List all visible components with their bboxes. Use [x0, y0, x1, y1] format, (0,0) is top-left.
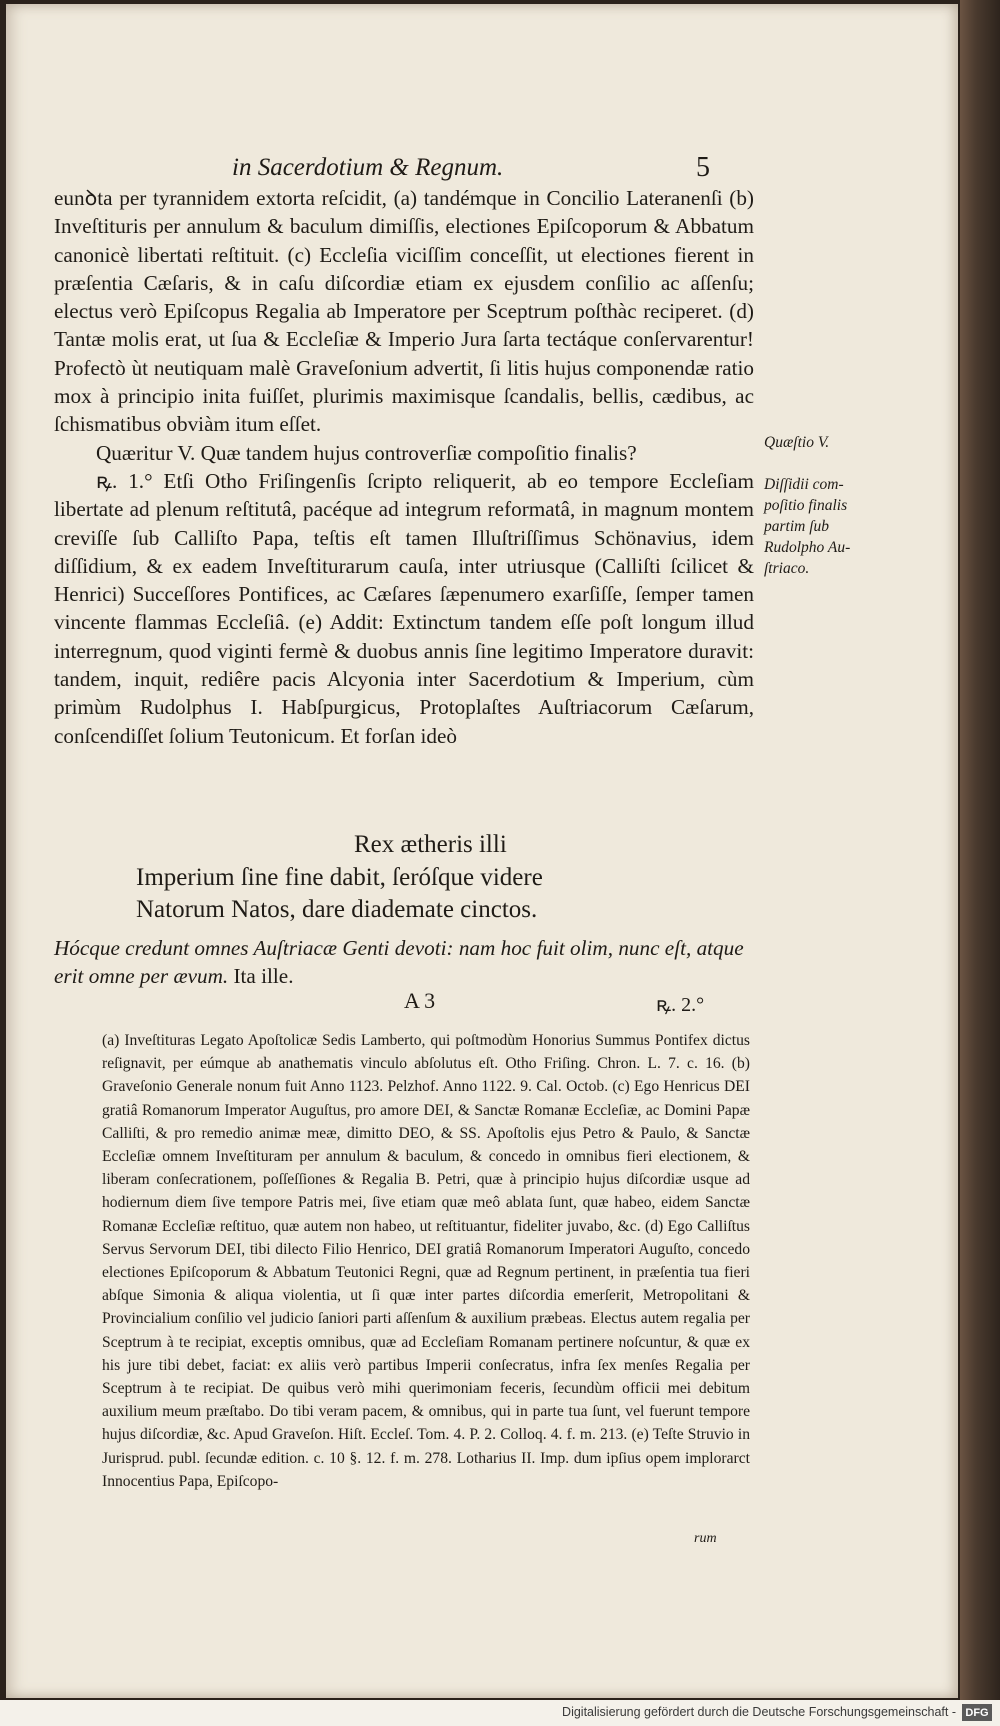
- dfg-logo: DFG: [962, 1704, 992, 1721]
- margin-note-line: partim ſub: [764, 518, 830, 535]
- verse-quotation: [136, 829, 696, 927]
- signature-mark: A 3: [404, 988, 436, 1013]
- footnote-catchword: rum: [694, 1531, 717, 1546]
- verse-line: Natorum Natos, dare diademate cinctos.: [136, 896, 538, 923]
- running-head: in Sacerdotium & Regnum.: [232, 154, 504, 181]
- margin-note-line: Quæſtio V.: [764, 434, 830, 451]
- paragraph: eunꝺta per tyrannidem extorta reſcidit, (a) tandémque in Concilio Lateranenſi (b) Inveſtituris per annulum & baculum dimiſſis, electiones Epiſcoporum & Abbatum canonicè libertati reſtituit. (c) Eccleſia viciſſim conceſſit, ut electiones fierent in præſentia Cæſaris, & in caſu diſcordiæ etiam ex ejusdem conſilio ac aſſenſu; electus verò Epiſcopus Regalia ab Imperatore per Sceptrum poſthàc reciperet. (d) Tantæ molis erat, ut ſua & Eccleſiæ & Imperio Jura ſarta tectáque conſervarentur! Profectò ùt neutiquam malè Graveſonium advertit, ſi litis hujus componendæ ratio mox à principio inita fuiſſet, plurimis maximisque ſcandalis, bellis, cædibus, ac ſchismatibus obviàm itum eſſet.: [54, 186, 754, 437]
- verse-line: Imperium ſine fine dabit, ſeróſque videre: [136, 863, 543, 891]
- margin-note-line: Diſſidii com-: [764, 476, 844, 493]
- footer-credit: Digitalisierung gefördert durch die Deutsche Forschungsgemeinschaft -: [562, 1705, 956, 1719]
- margin-note-quaestio: [764, 432, 884, 453]
- footnote-block: (a) Inveſtituras Legato Apoſtolicæ Sedis Lamberto, qui poſtmodùm Honorius Summus Pontifex dictus reſignavit, per eúmque ab anathematis vinculo abſolutus eſt. Otho Friſing. Chron. L. 7. c. 16. (b) Graveſonio Generale nonum fuit Anno 1123. Pelzhof. Anno 1122. 9. Cal. Octob. (c) Ego Henricus DEI gratiâ Romanorum Imperator Auguſtus, pro amore DEI, & Sanctæ Romanæ Eccleſiæ, ac Domini Papæ Calliſti, & pro remedio animæ meæ, dimitto DEO, & SS. Apoſtolis ejus Petro & Paulo, & Sanctæ Eccleſiæ omnem Inveſtituram per annulum & baculum, & concedo in omnibus fieri electionem, & liberam conſecrationem, poſſeſſiones & Regalia B. Petri, quæ à principio hujus diſcordiæ usque ad hodiernum diem ſive tempore Patris mei, ſive etiam quæ meô ablata ſunt, quæ habeo, eidem Sanctæ Romanæ Eccleſiæ reſtituo, quæ autem non habeo, ut reſtituantur, fideliter juvabo, &c. (d) Ego Calliſtus Servus Servorum DEI, tibi dilecto Filio Henrico, DEI gratiâ Romanorum Imperatori Auguſto, concedo electiones Epiſcoporum & Abbatum Teutonici Regni, quæ ad Regnum pertinent, in præſentia tua fieri abſque Simonia & aliqua violentia, ut ſi quæ inter partes diſcordia emerſerit, Metropolitani & Provincialium conſilio vel judicio ſaniori parti aſſenſum & auxilium præbeas. Electus autem regalia per Sceptrum à te recipiat, exceptis omnibus, quæ ad Eccleſiam Romanam pertinere noſcuntur, & quæ ex his jure tibi debet, faciat: ex aliis verò partibus Imperii conſecratus, infra ſex menſes Regalia per Sceptrum à te recipiat. De quibus verò mihi querimoniam feceris, ſecundùm officii mei debitum auxilium meum præſtabo. Do tibi veram pacem, & omnibus, qui in parte tua ſunt, vel fuerunt tempore hujus diſcordiæ, &c. Apud Graveſon. Hiſt. Eccleſ. Tom. 4. P. 2. Colloq. 4. f. m. 213. (e) Teſte Struvio in Jurisprud. publ. ſecundæ edition. c. 10 §. 12. f. m. 278. Lotharius II. Imp. dum ipſius opem implorarct Innocentius Papa, Epiſcopo-: [102, 1032, 750, 1490]
- after-verse-roman: Ita ille.: [228, 964, 294, 989]
- margin-note-dissidii: [764, 474, 884, 579]
- catchword: ꝶ. 2.°: [656, 994, 705, 1016]
- paragraph-response: ꝶ. 1.° Etſi Otho Friſingenſis ſcripto reliquerit, ab eo tempore Eccleſiam libertate ad plenum reſtitutâ, pacéque ad integrum reformatâ, in magnum montem creviſſe ſub Calliſto Papa, teſtis eſt tamen Illuſtriſſimus Schönavius, idem diſſidium, & ex eadem Inveſtiturarum cauſa, inter utriusque (Calliſti ſcilicet & Henrici) Succeſſores Pontifices, ac Cæſares ſæpenumero exarſiſſe, ſemper tamen vincente flammas Eccleſiâ. (e) Addit: Extinctum tandem eſſe poſt longum illud interregnum, quod viginti fermè & duobus annis ſine legitimo Imperatore duravit: tandem, inquit, rediêre pacis Alcyonia inter Sacerdotium & Imperium, cùm primùm Rudolphus I. Habſpurgicus, Protoplaſtes Auſtriacorum Cæſarum, conſcendiſſet ſolium Teutonicum. Et forſan ideò: [54, 468, 754, 748]
- page-number: 5: [696, 152, 710, 183]
- main-text: [54, 184, 754, 750]
- margin-note-line: poſitio finalis: [764, 497, 848, 514]
- book-cover-edge: [960, 0, 1000, 1700]
- book-page: [6, 4, 958, 1698]
- margin-note-line: Rudolpho Au-: [764, 539, 851, 556]
- after-verse-italic: Hócque credunt omnes Auſtriacæ Genti devoti: nam hoc fuit olim, nunc eſt, atque erit omne per ævum.: [54, 936, 744, 989]
- margin-note-line: ſtriaco.: [764, 560, 810, 577]
- after-verse-text: [54, 934, 754, 991]
- paragraph-quaestio: Quæritur V. Quæ tandem hujus controverſiæ compoſitio finalis?: [96, 440, 637, 465]
- footnotes: [102, 1029, 750, 1493]
- verse-line: Rex ætheris illi: [354, 831, 507, 858]
